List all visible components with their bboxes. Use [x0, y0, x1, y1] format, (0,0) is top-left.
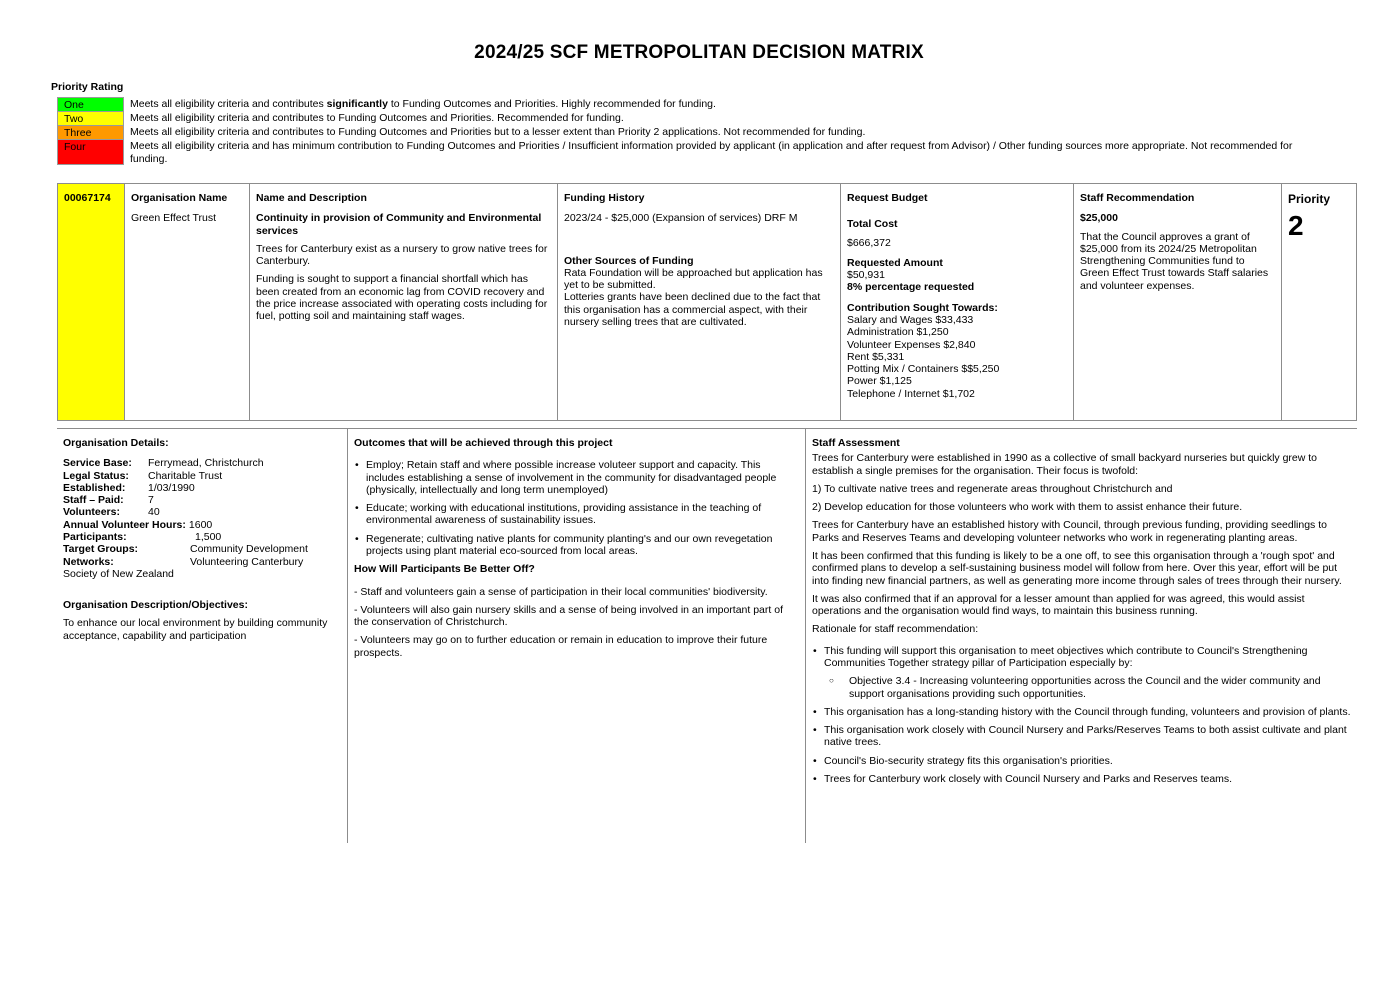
priority-desc-one-bold: significantly: [326, 98, 388, 110]
organisation-name-cell: [125, 184, 250, 420]
detail-key: Service Base:: [63, 457, 132, 470]
name-description-heading: Name and Description: [256, 192, 367, 204]
detail-key: Established:: [63, 481, 126, 494]
detail-key: Staff – Paid:: [63, 494, 124, 507]
detail-value: 1,500: [195, 530, 222, 543]
priority-desc-four: Meets all eligibility criteria and has minimum contribution to Funding Outcomes and Priorities / Insufficient information provided by applicant (in application and after request from Advisor) / Other funding sources more appropriate. Not recommended for funding.: [130, 140, 1293, 165]
outcome-item: • Employ; Retain staff and where possible increase voluteer support and capacity. This includes establishing a sense of involvement in the community for disadvantaged people (physically, intellectually and long term unemployed): [366, 459, 799, 496]
detail-key: Participants:: [63, 530, 127, 543]
objectives-text: To enhance our local environment by building community acceptance, capability and participation: [63, 617, 328, 642]
other-sources-heading: Other Sources of Funding: [564, 254, 694, 267]
detail-row-annual-hours: [63, 519, 341, 531]
rationale-item: • Trees for Canterbury work closely with Council Nursery and Parks and Reserves teams.: [824, 773, 1351, 785]
detail-row-networks: [63, 556, 341, 568]
contribution-heading: Contribution Sought Towards:: [847, 301, 998, 314]
project-name: Continuity in provision of Community and Environmental services: [256, 212, 542, 237]
detail-row-staff-paid: [63, 494, 341, 506]
application-id-cell: [58, 184, 125, 420]
priority-legend-row-three: [57, 125, 1317, 139]
total-cost-label: Total Cost: [847, 218, 898, 231]
organisation-details-heading: Organisation Details:: [63, 437, 169, 449]
better-off-heading: How Will Participants Be Better Off?: [354, 563, 535, 576]
detail-row-legal-status: [63, 470, 341, 482]
funding-history-cell: [558, 184, 841, 420]
application-matrix-row: [57, 183, 1357, 421]
organisation-name: Green Effect Trust: [131, 212, 217, 225]
contribution-item: Power $1,125: [847, 375, 912, 388]
rationale-heading: Rationale for staff recommendation:: [812, 623, 979, 636]
page-title: 2024/25 SCF METROPOLITAN DECISION MATRIX: [474, 42, 924, 63]
detail-value: 1/03/1990: [148, 481, 195, 494]
priority-legend: [57, 97, 1317, 165]
rationale-list: [812, 645, 1351, 786]
detail-row-participants: [63, 531, 341, 543]
priority-rating-heading: Priority Rating: [51, 81, 124, 93]
outcomes-column: [348, 429, 806, 843]
contribution-item: Salary and Wages $33,433: [847, 313, 974, 326]
contribution-item: Rent $5,331: [847, 350, 905, 363]
percentage-requested: 8% percentage requested: [847, 281, 975, 294]
better-off-item: - Staff and volunteers gain a sense of participation in their local communities' biodiversity.: [354, 585, 768, 598]
priority-desc-two: Meets all eligibility criteria and contributes to Funding Outcomes and Priorities. Recommended for funding.: [130, 112, 624, 124]
request-budget-cell: [841, 184, 1074, 420]
organisation-details-column: [57, 429, 348, 843]
detail-value: 1600: [188, 518, 213, 531]
assessment-paragraph: Trees for Canterbury have an established history with Council, through previous funding, providing seedlings to Parks and Reserves Teams and developing volunteer networks who work in regenerating planting areas.: [812, 519, 1327, 544]
requested-amount-label: Requested Amount: [847, 256, 943, 269]
application-id: 00067174: [64, 192, 111, 204]
detail-value: Charitable Trust: [148, 469, 223, 482]
detail-row-target-groups: [63, 543, 341, 555]
detail-value: Ferrymead, Christchurch: [148, 457, 264, 470]
rationale-item: • Council's Bio-security strategy fits this organisation's priorities.: [824, 755, 1351, 767]
detail-key: Legal Status:: [63, 469, 129, 482]
detail-key: Annual Volunteer Hours:: [63, 518, 186, 531]
other-sources-text: Lotteries grants have been declined due to the fact that this organisation has a commercial aspect, with their nursery selling trees that are cultivated.: [564, 291, 821, 328]
detail-key: Networks:: [63, 555, 114, 568]
detail-value-continued: Society of New Zealand: [63, 567, 174, 580]
name-description-cell: [250, 184, 558, 420]
priority-cell: [1282, 184, 1356, 420]
contribution-item: Volunteer Expenses $2,840: [847, 338, 976, 351]
detail-key: Volunteers:: [63, 506, 120, 519]
priority-desc-one-pre: Meets all eligibility criteria and contributes: [130, 98, 327, 110]
detail-row-established: [63, 482, 341, 494]
priority-heading: Priority: [1288, 192, 1331, 206]
detail-row-volunteers: [63, 506, 341, 518]
total-cost-value: $666,372: [847, 236, 891, 249]
requested-amount-value: $50,931: [847, 269, 885, 282]
detail-value: 7: [148, 494, 154, 507]
outcome-item: • Regenerate; cultivating native plants for community planting's and our own revegetation projects using plant material eco-sourced from local areas.: [366, 533, 799, 558]
priority-swatch-four: Four: [57, 139, 124, 165]
staff-assessment-heading: Staff Assessment: [812, 437, 900, 449]
assessment-paragraph: It was also confirmed that if an approval for a lesser amount than applied for was agreed, this would assist operations and the organisation would find ways, to maintain this business running.: [812, 592, 1305, 618]
rationale-item: [824, 645, 1351, 700]
priority-desc-one-post: to Funding Outcomes and Priorities. Highly recommended for funding.: [387, 98, 716, 110]
staff-recommendation-text: That the Council approves a grant of $25,000 from its 2024/25 Metropolitan Strengthening Communities fund to Green Effect Trust towards Staff salaries and volunteer expenses.: [1080, 230, 1269, 292]
priority-swatch-two: Two: [57, 111, 124, 125]
objectives-heading: Organisation Description/Objectives:: [63, 599, 248, 612]
funding-history-entry: 2023/24 - $25,000 (Expansion of services) DRF M: [564, 212, 798, 225]
assessment-paragraph: Trees for Canterbury were established in 1990 as a collective of small backyard nurseries but quickly grew to establish a single premises for the organisation. Their focus is twofold:: [812, 452, 1318, 477]
staff-assessment-column: [806, 429, 1357, 843]
description-paragraph: Funding is sought to support a financial shortfall which has been created from an economic lag from COVID recovery and the price increase associated with operating costs including for fuel, potting soil and maintaining staff wages.: [256, 273, 548, 323]
assessment-paragraph: 1) To cultivate native trees and regenerate areas throughout Christchurch and: [812, 482, 1173, 495]
detail-value: 40: [148, 506, 160, 519]
priority-swatch-three: Three: [57, 125, 124, 139]
better-off-item: - Volunteers will also gain nursery skills and a sense of being involved in an important part of the conservation of Christchurch.: [354, 603, 783, 629]
rationale-item: • This organisation has a long-standing history with the Council through funding, volunteers and provision of plants.: [824, 706, 1351, 718]
priority-value: 2: [1288, 210, 1304, 242]
rationale-item: • This organisation work closely with Council Nursery and Parks/Reserves Teams to both assist cultivate and plant native trees.: [824, 724, 1351, 749]
better-off-item: - Volunteers may go on to further education or remain in education to improve their future prospects.: [354, 634, 768, 659]
rationale-sublist: [824, 675, 1351, 700]
detail-row-service-base: [63, 457, 341, 469]
staff-recommendation-cell: [1074, 184, 1282, 420]
priority-legend-row-one: [57, 97, 1317, 111]
priority-desc-one: [130, 97, 716, 111]
detail-key: Target Groups:: [63, 543, 139, 556]
staff-recommendation-amount: $25,000: [1080, 212, 1118, 225]
contribution-item: Telephone / Internet $1,702: [847, 387, 975, 400]
assessment-paragraph: 2) Develop education for those volunteers who work with them to assist enhance their future.: [812, 501, 1243, 514]
rationale-subitem: ○ Objective 3.4 - Increasing volunteering opportunities across the Council and the wider community and support organisations providing such opportunities.: [849, 675, 1351, 700]
funding-history-heading: Funding History: [564, 192, 645, 204]
outcome-item: • Educate; working with educational institutions, providing assistance in the teaching of environmental awareness of sustainability issues.: [366, 502, 799, 527]
staff-recommendation-heading: Staff Recommendation: [1080, 192, 1195, 204]
contribution-item: Administration $1,250: [847, 326, 949, 339]
priority-swatch-one: One: [57, 97, 124, 111]
request-budget-heading: Request Budget: [847, 192, 928, 204]
outcomes-list: [354, 459, 799, 557]
priority-legend-row-two: [57, 111, 1317, 125]
rationale-item-text: This funding will support this organisation to meet objectives which contribute to Council's Strengthening Communities Together strategy pillar of Participation especially by:: [824, 644, 1308, 669]
priority-legend-row-four: [57, 139, 1317, 165]
priority-desc-three: Meets all eligibility criteria and contributes to Funding Outcomes and Priorities but to a lesser extent than Priority 2 applications. Not recommended for funding.: [130, 126, 866, 138]
other-sources-text: Rata Foundation will be approached but application has yet to be submitted.: [564, 266, 823, 292]
assessment-paragraph: It has been confirmed that this funding is likely to be a one off, to see this organisation through a 'rough spot' and confirmed plans to develop a self-sustaining business model will follow from here. Over this year, effort will be put into finding new financial partners, as well as generating more income through sales of trees through their nursery.: [812, 549, 1342, 587]
contribution-item: Potting Mix / Containers $$5,250: [847, 363, 1000, 376]
organisation-name-heading: Organisation Name: [131, 192, 228, 204]
description-paragraph: Trees for Canterbury exist as a nursery to grow native trees for Canterbury.: [256, 242, 548, 268]
detail-value: Volunteering Canterbury: [190, 555, 304, 568]
detail-value: Community Development: [190, 543, 308, 556]
outcomes-heading: Outcomes that will be achieved through this project: [354, 437, 613, 449]
details-section: [57, 429, 1357, 843]
